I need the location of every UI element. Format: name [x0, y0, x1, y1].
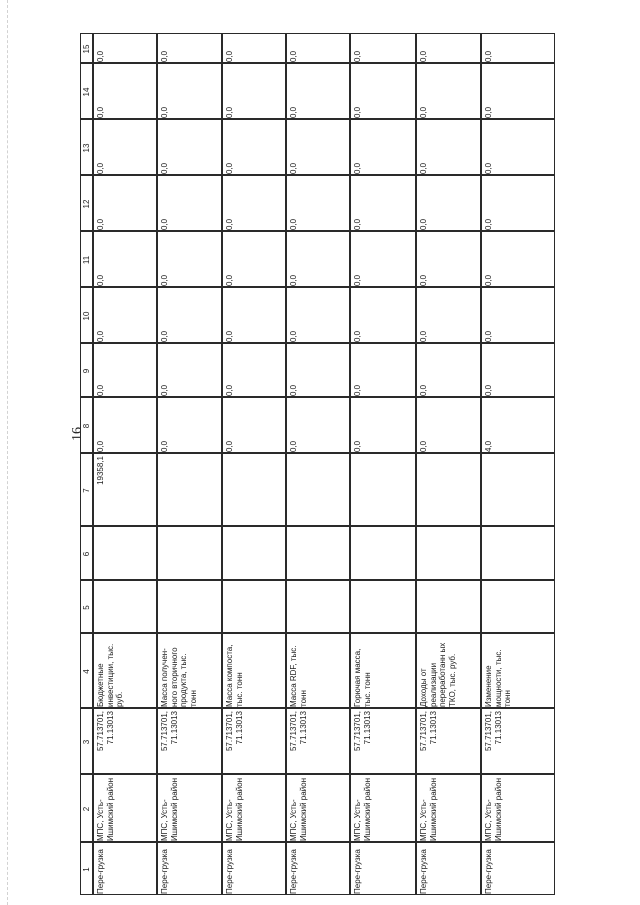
table-cell — [157, 774, 222, 842]
cell-value — [223, 581, 286, 633]
cell-value: Пере-грузка — [225, 849, 234, 894]
table-cell — [350, 343, 416, 397]
table-cell — [350, 774, 416, 842]
table-header-cell — [80, 33, 93, 63]
table-cell — [222, 119, 286, 175]
table-cell — [222, 842, 286, 895]
table-cell — [222, 526, 286, 580]
cell-value: 0,0 — [419, 50, 428, 62]
cell-value: Масса получен-ного вторичного продукта, тыс. тонн — [160, 647, 198, 707]
cell-value: 0,0 — [96, 162, 105, 174]
cell-value: 0,0 — [353, 330, 362, 342]
cell-value: 0,0 — [353, 440, 362, 452]
table-cell — [416, 842, 481, 895]
cell-value: 0,0 — [484, 50, 493, 62]
cell-value: 0,0 — [289, 50, 298, 62]
table-cell — [416, 633, 481, 708]
cell-value: 0,0 — [419, 440, 428, 452]
header-label: 4 — [82, 669, 91, 674]
table-cell — [286, 842, 350, 895]
cell-value: 57.713701, 71.13013 — [160, 711, 179, 752]
table-cell — [157, 708, 222, 774]
cell-value: 0,0 — [419, 218, 428, 230]
cell-value: 57.713701, 71.13013 — [353, 711, 372, 752]
cell-value: 0,0 — [419, 384, 428, 396]
cell-value: 0,0 — [160, 50, 169, 62]
cell-value: 0,0 — [160, 162, 169, 174]
cell-value: 0,0 — [353, 384, 362, 396]
table-cell — [416, 774, 481, 842]
cell-value: Доходы от реализации переработанн ых ТКО, тыс. руб. — [419, 642, 457, 707]
table-cell — [222, 175, 286, 231]
cell-value: МПС, Усть-Ишимский район — [160, 777, 179, 841]
table-cell — [350, 708, 416, 774]
cell-value — [482, 527, 555, 580]
header-label: 14 — [82, 87, 91, 97]
table-cell — [350, 580, 416, 633]
cell-value — [351, 454, 416, 526]
cell-value: 0,0 — [96, 50, 105, 62]
cell-value: 0,0 — [353, 274, 362, 286]
cell-value: 0,0 — [353, 106, 362, 118]
table-cell — [481, 33, 555, 63]
table-cell — [416, 708, 481, 774]
table-cell — [416, 175, 481, 231]
table-cell — [286, 526, 350, 580]
cell-value — [223, 454, 286, 526]
table-cell — [481, 526, 555, 580]
table-cell — [157, 119, 222, 175]
cell-value — [223, 527, 286, 580]
cell-value: 0,0 — [419, 162, 428, 174]
cell-value: 0,0 — [160, 330, 169, 342]
cell-value — [94, 527, 157, 580]
cell-value: Масса RDF, тыс. тонн — [289, 645, 308, 707]
table-cell — [286, 33, 350, 63]
table-cell — [416, 63, 481, 119]
table-cell — [222, 287, 286, 343]
cell-value — [158, 527, 222, 580]
table-header-cell — [80, 63, 93, 119]
table-cell — [350, 453, 416, 526]
cell-value: МПС, Усть-Ишимский район — [289, 777, 308, 841]
table-cell — [350, 175, 416, 231]
data-table — [80, 33, 555, 895]
table-cell — [93, 63, 157, 119]
table-cell — [157, 287, 222, 343]
table-cell — [286, 453, 350, 526]
table-cell — [481, 774, 555, 842]
table-header-cell — [80, 842, 93, 895]
table-cell — [157, 526, 222, 580]
table-cell — [93, 633, 157, 708]
table-cell — [350, 397, 416, 453]
cell-value: 19358,1 — [96, 456, 105, 485]
cell-value: 0,0 — [419, 330, 428, 342]
header-label: 5 — [82, 605, 91, 610]
table-header-cell — [80, 526, 93, 580]
cell-value: Горючая масса, тыс. тонн — [353, 648, 372, 707]
cell-value: Пере-грузка — [96, 849, 105, 894]
table-cell — [481, 63, 555, 119]
cell-value: 0,0 — [96, 330, 105, 342]
table-cell — [481, 842, 555, 895]
table-cell — [286, 287, 350, 343]
table-cell — [286, 343, 350, 397]
table-header-cell — [80, 580, 93, 633]
table-cell — [350, 287, 416, 343]
cell-value: 0,0 — [289, 162, 298, 174]
table-cell — [93, 343, 157, 397]
table-cell — [416, 119, 481, 175]
table-cell — [157, 397, 222, 453]
cell-value: 0,0 — [353, 162, 362, 174]
table-cell — [416, 526, 481, 580]
cell-value: 0,0 — [289, 440, 298, 452]
cell-value: Масса компоста, тыс. тонн — [225, 644, 244, 707]
table-cell — [350, 119, 416, 175]
table-cell — [93, 287, 157, 343]
cell-value — [351, 581, 416, 633]
cell-value: 0,0 — [225, 218, 234, 230]
table-cell — [93, 580, 157, 633]
table-cell — [286, 119, 350, 175]
cell-value — [287, 527, 350, 580]
cell-value: 0,0 — [160, 384, 169, 396]
table-cell — [157, 63, 222, 119]
table-cell — [157, 343, 222, 397]
cell-value: 57.713701, 71.13013 — [484, 711, 503, 752]
table-cell — [286, 708, 350, 774]
cell-value: 57.713701, 71.13013 — [225, 711, 244, 752]
cell-value: Изменение мощности, тыс. тонн — [484, 649, 512, 707]
table-cell — [222, 343, 286, 397]
table-cell — [416, 453, 481, 526]
table-cell — [157, 580, 222, 633]
page-number-text: 16 — [70, 427, 85, 441]
cell-value — [158, 454, 222, 526]
table-cell — [350, 633, 416, 708]
table-cell — [481, 287, 555, 343]
table-cell — [350, 33, 416, 63]
table-cell — [416, 33, 481, 63]
table-cell — [222, 453, 286, 526]
cell-value: Пере-грузка — [160, 849, 169, 894]
scan-edge-line — [7, 0, 8, 905]
table-cell — [481, 343, 555, 397]
table-header-cell — [80, 287, 93, 343]
cell-value: 0,0 — [225, 384, 234, 396]
cell-value: 57.713701, 71.13013 — [289, 711, 308, 752]
cell-value: Пере-грузка — [419, 849, 428, 894]
table-cell — [416, 287, 481, 343]
table-cell — [481, 397, 555, 453]
table-cell — [350, 526, 416, 580]
table-cell — [481, 633, 555, 708]
header-label: 6 — [82, 551, 91, 557]
cell-value: 0,0 — [289, 106, 298, 118]
table-cell — [286, 774, 350, 842]
cell-value: 0,0 — [96, 384, 105, 396]
cell-value: 57.713701, 71.13013 — [419, 711, 438, 752]
table-header-cell — [80, 119, 93, 175]
cell-value: 0,0 — [484, 274, 493, 286]
table-cell — [93, 774, 157, 842]
table-cell — [286, 397, 350, 453]
cell-value: МПС, Усть-Ишимский район — [353, 777, 372, 841]
table-cell — [222, 397, 286, 453]
header-label: 12 — [82, 199, 91, 209]
cell-value — [482, 581, 555, 633]
table-cell — [157, 175, 222, 231]
table-cell — [481, 580, 555, 633]
cell-value: 0,0 — [225, 440, 234, 452]
header-label: 11 — [82, 255, 91, 265]
cell-value: Пере-грузка — [289, 849, 298, 894]
table-cell — [222, 774, 286, 842]
cell-value: Пере-грузка — [484, 849, 493, 894]
table-cell — [481, 231, 555, 287]
cell-value: МПС, Усть-Ишимский район — [225, 777, 244, 841]
cell-value: 0,0 — [160, 218, 169, 230]
table-cell — [157, 231, 222, 287]
table-header-cell — [80, 453, 93, 526]
table-cell — [350, 231, 416, 287]
cell-value: 0,0 — [160, 440, 169, 452]
header-label: 1 — [82, 867, 91, 872]
cell-value — [417, 581, 481, 633]
table-cell — [416, 343, 481, 397]
table-header-cell — [80, 708, 93, 774]
cell-value: Бюджетные инвестиции, тыс. руб. — [96, 643, 124, 707]
cell-value: МПС, Усть-Ишимский район — [419, 777, 438, 841]
cell-value — [287, 454, 350, 526]
table-cell — [350, 842, 416, 895]
cell-value: МПС, Усть-Ишимский район — [96, 777, 115, 841]
table-cell — [222, 708, 286, 774]
table-cell — [157, 633, 222, 708]
table-cell — [157, 33, 222, 63]
cell-value: 0,0 — [289, 218, 298, 230]
cell-value: 4,0 — [484, 440, 493, 452]
table-cell — [93, 397, 157, 453]
cell-value — [417, 527, 481, 580]
cell-value — [287, 581, 350, 633]
cell-value: МПС, Усть-Ишимский район — [484, 777, 503, 841]
cell-value: Пере-грузка — [353, 849, 362, 894]
table-cell — [93, 453, 157, 526]
cell-value: 0,0 — [96, 274, 105, 286]
cell-value: 0,0 — [484, 330, 493, 342]
header-label: 7 — [82, 488, 91, 493]
table-cell — [416, 231, 481, 287]
table-cell — [93, 842, 157, 895]
cell-value — [94, 581, 157, 633]
table-cell — [222, 580, 286, 633]
cell-value: 0,0 — [225, 50, 234, 62]
cell-value: 0,0 — [225, 162, 234, 174]
cell-value: 0,0 — [289, 384, 298, 396]
table-cell — [286, 63, 350, 119]
table-cell — [416, 580, 481, 633]
cell-value: 0,0 — [353, 218, 362, 230]
cell-value: 0,0 — [225, 106, 234, 118]
header-label: 3 — [82, 739, 91, 745]
table-header-cell — [80, 774, 93, 842]
cell-value: 57.713701, 71.13013 — [96, 711, 115, 752]
cell-value: 0,0 — [484, 384, 493, 396]
header-label: 15 — [82, 44, 91, 54]
table-cell — [93, 526, 157, 580]
table-cell — [416, 397, 481, 453]
table-cell — [286, 175, 350, 231]
cell-value: 0,0 — [353, 50, 362, 62]
table-cell — [286, 580, 350, 633]
table-cell — [481, 708, 555, 774]
cell-value — [158, 581, 222, 633]
cell-value — [351, 527, 416, 580]
table-cell — [286, 231, 350, 287]
cell-value: 0,0 — [160, 106, 169, 118]
table-cell — [93, 33, 157, 63]
table-cell — [350, 63, 416, 119]
cell-value: 0,0 — [96, 106, 105, 118]
table-header-cell — [80, 397, 93, 453]
cell-value: 0,0 — [484, 106, 493, 118]
header-label: 10 — [82, 311, 91, 321]
table-cell — [93, 231, 157, 287]
table-header-cell — [80, 343, 93, 397]
table-cell — [286, 633, 350, 708]
header-label: 13 — [82, 143, 91, 153]
header-label: 2 — [82, 806, 91, 812]
cell-value: 0,0 — [96, 218, 105, 230]
cell-value: 0,0 — [419, 106, 428, 118]
table-header-cell — [80, 231, 93, 287]
table-cell — [222, 231, 286, 287]
table-cell — [481, 453, 555, 526]
table-cell — [481, 119, 555, 175]
cell-value: 0,0 — [160, 274, 169, 286]
table-header-cell — [80, 633, 93, 708]
table-cell — [93, 119, 157, 175]
table-cell — [222, 63, 286, 119]
table-cell — [481, 175, 555, 231]
cell-value — [417, 454, 481, 526]
header-label: 9 — [82, 368, 91, 374]
cell-value: 0,0 — [419, 274, 428, 286]
cell-value: 0,0 — [484, 162, 493, 174]
table-cell — [157, 453, 222, 526]
cell-value: 0,0 — [225, 274, 234, 286]
cell-value: 0,0 — [289, 274, 298, 286]
cell-value: 0,0 — [289, 330, 298, 342]
cell-value: 0,0 — [225, 330, 234, 342]
cell-value — [482, 454, 555, 526]
table-cell — [93, 708, 157, 774]
table-cell — [222, 633, 286, 708]
cell-value: 0,0 — [96, 440, 105, 452]
table-cell — [222, 33, 286, 63]
header-label: 8 — [82, 423, 91, 429]
table-header-cell — [80, 175, 93, 231]
table-cell — [93, 175, 157, 231]
table-cell — [157, 842, 222, 895]
cell-value: 0,0 — [484, 218, 493, 230]
